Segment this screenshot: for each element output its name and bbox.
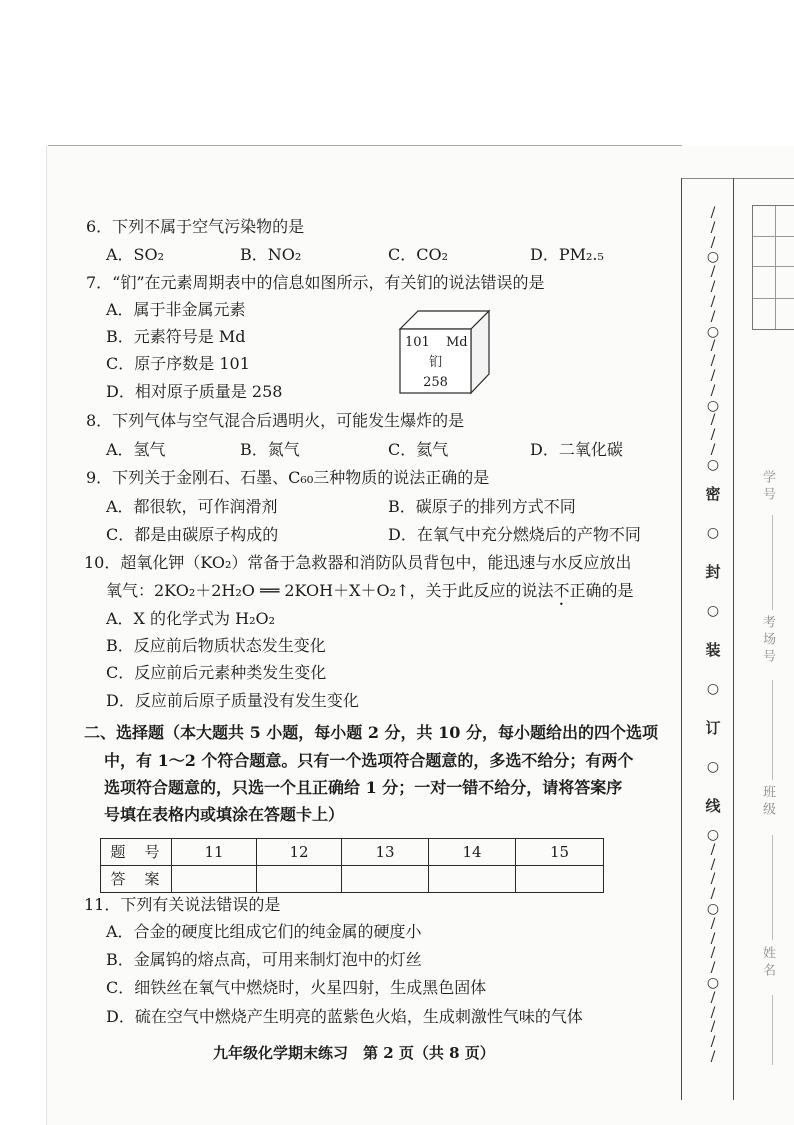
side-label-underline: [772, 835, 773, 940]
score-grid-rule: [753, 298, 794, 299]
q10-stem-line2: [106, 581, 633, 609]
score-grid-rule: [753, 266, 794, 267]
q7-option-b: B．元素符号是 Md: [106, 327, 246, 346]
table-answer-cell: [172, 866, 257, 893]
q7-option-d: D．相对原子质量是 258: [106, 382, 283, 401]
binding-strip-seal-text: [702, 487, 724, 813]
binding-slash-mark: /: [710, 205, 716, 221]
binding-slash-mark: /: [710, 308, 716, 325]
binding-slash-mark: /: [710, 1004, 716, 1021]
binding-slash-mark: /: [710, 960, 716, 977]
binding-line-right: [733, 178, 734, 1100]
binding-slash-mark: /: [710, 989, 716, 1006]
element-name: 钔: [428, 355, 443, 370]
q9-option-d: D．在氧气中充分燃烧后的产物不同: [388, 525, 641, 544]
binding-slash-mark: /: [710, 279, 716, 296]
section2-instructions-line3: 选项符合题意的，只选一个且正确给 1 分；一对一错不给分，请将答案序: [104, 778, 623, 797]
binding-slash-mark: /: [710, 930, 716, 947]
binding-circle-mark: ○: [706, 900, 720, 917]
binding-slash-mark: /: [710, 219, 716, 236]
q10-option-d: D．反应前后原子质量没有发生变化: [106, 691, 359, 710]
table-header-answer: 答 案: [101, 866, 172, 893]
binding-slash-mark: /: [710, 1019, 716, 1036]
page-footer: 九年级化学期末练习 第 2 页（共 8 页）: [213, 1044, 495, 1062]
q10-stem-line1: 10．超氧化钾（KO₂）常备于急救器和消防队员背包中，能迅速与水反应放出: [84, 553, 632, 572]
q10-stem-tail: 正确的是: [569, 581, 634, 600]
binding-slash-mark: /: [710, 915, 716, 932]
table-answer-cell: [257, 866, 342, 893]
binding-slash-mark: /: [710, 841, 716, 858]
q10-equation-text: 氧气：2KO₂＋2H₂O ══ 2KOH＋X＋O₂↑，关于此反应的说法: [106, 581, 554, 600]
q8-option-c: C．氦气: [388, 440, 449, 459]
binding-strip-bottom: [702, 828, 724, 1064]
binding-slash-mark: /: [710, 427, 716, 444]
section2-instructions-line4: 号填在表格内或填涂在答题卡上）: [104, 805, 345, 824]
binding-slash-mark: /: [710, 945, 716, 962]
table-answer-cell: [516, 866, 604, 893]
q8-option-b: B．氮气: [240, 440, 300, 459]
q6-option-c: C．CO₂: [388, 245, 449, 264]
score-grid-divider: [775, 206, 776, 329]
q10-option-c: C．反应前后元素种类发生变化: [106, 663, 327, 682]
page-top-edge: [48, 145, 682, 146]
element-symbol: Md: [446, 335, 468, 350]
q6-stem: 6．下列不属于空气污染物的是: [86, 217, 305, 236]
element-card-cube: [398, 307, 492, 397]
answer-table-answer-row: [101, 866, 604, 893]
score-grid-box: [752, 205, 794, 330]
binding-circle-mark: ○: [706, 456, 720, 473]
answer-table-number-row: [101, 839, 604, 866]
binding-slash-mark: /: [710, 367, 716, 384]
element-atomic-number: 101: [405, 335, 430, 350]
binding-slash-mark: /: [710, 293, 716, 310]
section2-instructions-line2: 中，有 1～2 个符合题意。只有一个选项符合题意的，多选不给分；有两个: [104, 751, 634, 770]
side-label-underline: [772, 995, 773, 1065]
binding-slash-mark: /: [710, 264, 716, 281]
binding-slash-mark: /: [710, 886, 716, 903]
q7-option-a: A．属于非金属元素: [106, 300, 246, 319]
q6-option-b: B．NO₂: [240, 245, 302, 264]
q11-option-d: D．硫在空气中燃烧产生明亮的蓝紫色火焰，生成刺激性气味的气体: [106, 1007, 583, 1026]
table-answer-cell: [342, 866, 429, 893]
binding-seal-character: 线: [705, 797, 721, 815]
q8-option-a: A．氢气: [106, 440, 166, 459]
binding-circle-mark: ○: [706, 827, 720, 843]
binding-slash-mark: /: [710, 338, 716, 355]
binding-strip-top-edge: [681, 178, 794, 179]
binding-slash-mark: /: [710, 412, 716, 429]
side-label-student-id: 学号: [760, 470, 775, 504]
table-number-cell: 15: [516, 839, 604, 866]
table-header-question-number: 题 号: [101, 839, 172, 866]
binding-circle-mark: ○: [706, 249, 720, 266]
binding-slash-mark: /: [710, 382, 716, 399]
score-grid-rule: [753, 236, 794, 237]
q8-stem: 8．下列气体与空气混合后遇明火，可能发生爆炸的是: [86, 411, 465, 430]
binding-slash-mark: /: [710, 1034, 716, 1051]
q9-option-c: C．都是由碳原子构成的: [106, 525, 279, 544]
q11-stem: 11．下列有关说法错误的是: [84, 895, 281, 914]
binding-line-left: [681, 178, 682, 1100]
q6-option-d: D．PM₂.₅: [530, 245, 604, 264]
binding-slash-mark: /: [710, 442, 716, 458]
side-label-underline: [772, 515, 773, 610]
q7-stem: 7．“钔”在元素周期表中的信息如图所示，有关钔的说法错误的是: [86, 273, 545, 292]
binding-slash-mark: /: [710, 353, 716, 370]
binding-seal-character: 封: [705, 563, 721, 581]
binding-slash-mark: /: [710, 234, 716, 251]
q10-option-a: A．X 的化学式为 H₂O₂: [106, 609, 276, 628]
binding-seal-character: 订: [705, 719, 721, 737]
binding-strip-top: [702, 206, 724, 472]
binding-slash-mark: /: [710, 871, 716, 888]
binding-circle-mark: ○: [706, 603, 720, 619]
table-number-cell: 11: [172, 839, 257, 866]
q6-option-a: A．SO₂: [106, 245, 165, 264]
side-label-exam-room: 考场号: [760, 615, 775, 666]
q9-stem: 9．下列关于金刚石、石墨、C₆₀三种物质的说法正确的是: [86, 468, 490, 487]
binding-seal-character: 装: [705, 641, 721, 659]
binding-circle-mark: ○: [706, 397, 720, 414]
q10-emphasis-not: 不: [553, 581, 570, 600]
binding-slash-mark: /: [710, 1048, 716, 1065]
table-number-cell: 12: [257, 839, 342, 866]
q8-option-d: D．二氧化碳: [530, 440, 623, 459]
binding-circle-mark: ○: [706, 681, 720, 697]
section2-heading: 二、选择题（本大题共 5 小题，每小题 2 分，共 10 分，每小题给出的四个选项: [84, 723, 658, 742]
table-number-cell: 14: [429, 839, 516, 866]
q7-option-c: C．原子序数是 101: [106, 354, 250, 373]
binding-circle-mark: ○: [706, 974, 720, 991]
q11-option-b: B．金属钨的熔点高，可用来制灯泡中的灯丝: [106, 950, 422, 969]
q11-option-c: C．细铁丝在氧气中燃烧时，火星四射，生成黑色固体: [106, 978, 487, 997]
binding-circle-mark: ○: [706, 525, 720, 541]
element-atomic-mass: 258: [423, 375, 448, 390]
side-label-name: 姓名: [760, 946, 775, 980]
table-answer-cell: [429, 866, 516, 893]
side-label-underline: [772, 680, 773, 780]
q9-option-a: A．都很软，可作润滑剂: [106, 497, 278, 516]
binding-circle-mark: ○: [706, 323, 720, 340]
q10-option-b: B．反应前后物质状态发生变化: [106, 636, 326, 655]
answer-table: [100, 838, 604, 893]
q11-option-a: A．合金的硬度比组成它们的纯金属的硬度小: [106, 922, 422, 941]
side-label-class: 班级: [760, 785, 775, 819]
binding-seal-character: 密: [705, 485, 721, 503]
binding-slash-mark: /: [710, 856, 716, 873]
table-number-cell: 13: [342, 839, 429, 866]
binding-circle-mark: ○: [706, 759, 720, 775]
q9-option-b: B．碳原子的排列方式不同: [388, 497, 576, 516]
